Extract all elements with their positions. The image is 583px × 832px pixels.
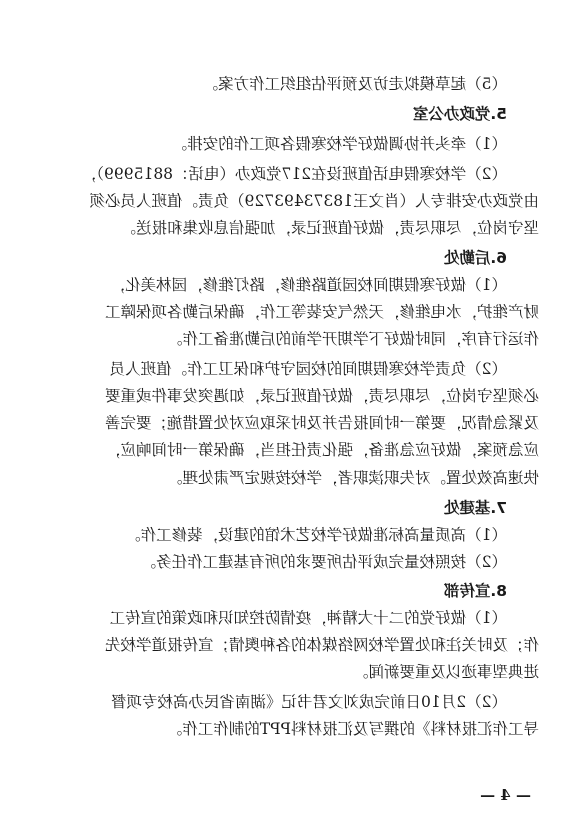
section-heading: 5.党政办公室: [412, 105, 507, 123]
section-heading: 8.宣传部: [443, 582, 507, 600]
text-line: 应急预案，做好应急准备，强化责任担当，确保第一时间响应，: [104, 441, 539, 459]
text-line: （2）负责学校寒假期间的校园守护和保卫工作。值班人员: [109, 360, 507, 378]
text-line: 作运行有序，同时做好下学期开学前的后勤准备工作。: [166, 330, 539, 348]
text-line: 导工作汇报材料》的撰写及汇报材料PPT的制作工作。: [166, 720, 539, 738]
text-line: 快速高效处置。对失职渎职者，学校按规定严肃处理。: [166, 469, 539, 487]
text-line: （2）按照校量完成评估所要求的所有基建工作任务。: [140, 553, 507, 571]
text-line: 进典型事迹以及重要新闻。: [352, 663, 539, 681]
text-line: 由党政办安排专人（肖文王18373493729）负责。值班人员必须: [89, 192, 539, 210]
page-number: — 4 —: [480, 786, 531, 804]
text-line: （1）做好寒假期间校园道路维修，路灯维修，园林美化，: [109, 276, 507, 294]
text-line: （2）学校寒假电话值班设在217党政办（电话：8815999），: [80, 165, 507, 183]
text-line: （1）高质量高标准做好学校艺术馆的建设，装修工作。: [125, 526, 507, 544]
text-line: 作；及时关注和处置学校网络媒体的各种舆情；宣传报道学校先: [104, 636, 539, 654]
text-line: 财产维护，水电维修，天然气安装等工作，确保后勤各项保障工: [104, 303, 539, 321]
section-heading: 7.基建处: [443, 499, 507, 517]
text-line: （1）牵头并协调做好学校寒假各项工作的安排。: [171, 135, 507, 153]
text-line: （1）做好党的二十大精神，疫情防控知识和政策的宣传工: [109, 609, 507, 627]
text-line: （2）2月10日前完成刘文君书记《湖南省民办高校专项督: [111, 693, 507, 711]
text-line: （5）起草模拟走访及预评估组织工作方案。: [202, 75, 507, 93]
text-line: 及紧急情况，要第一时间报告并及时采取应对处置措施；要完善: [104, 414, 539, 432]
text-line: 坚守岗位，尽职尽责，做好值班记录，加强信息收集和报送。: [120, 219, 539, 237]
text-line: 必须坚守岗位，尽职尽责，做好值班记录，如遇突发事件或重要: [104, 387, 539, 405]
section-heading: 6.后勤处: [443, 249, 507, 267]
